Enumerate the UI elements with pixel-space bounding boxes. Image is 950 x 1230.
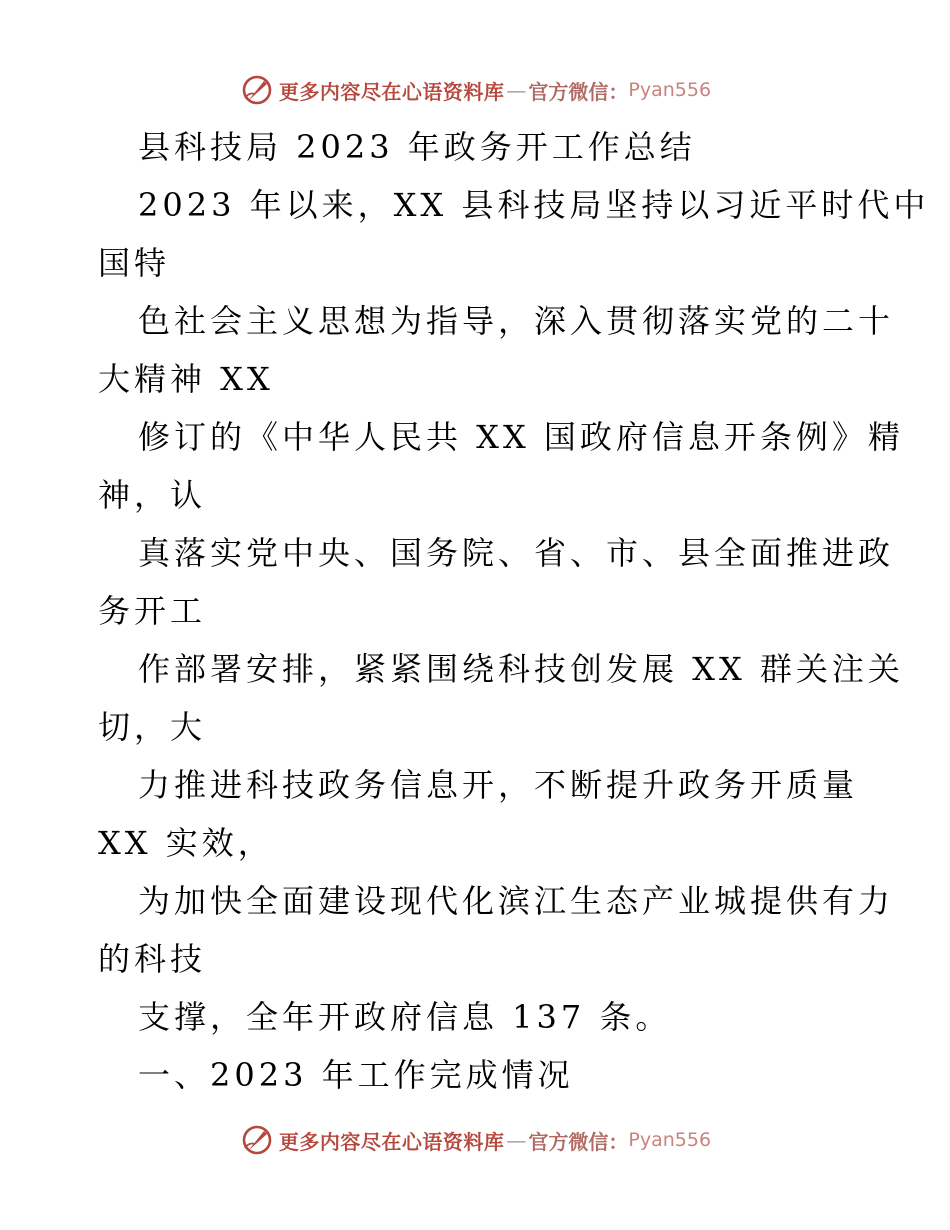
text-line: 为加快全面建设现代化滨江生态产业城提供有力 [138, 882, 895, 920]
text-line: 力推进科技政务信息开，不断提升政务开质量 [138, 766, 859, 804]
document-title: 县科技局 2023 年政务开工作总结 [138, 128, 696, 166]
text-line: 修订的《中华人民共 XX 国政府信息开条例》精 [138, 418, 904, 456]
banner-separator: — [506, 78, 527, 102]
text-line: 作部署安排，紧紧围绕科技创发展 XX 群关注关 [138, 650, 904, 688]
footer-watermark-banner [0, 1120, 950, 1160]
section-heading: 一、2023 年工作完成情况 [138, 1056, 574, 1094]
banner-wechat-id: Pyan556 [628, 79, 712, 101]
document-body [98, 118, 930, 1104]
text-line: 务开工 [98, 592, 207, 630]
banner-main-text: 更多内容尽在心语资料库 [278, 1129, 505, 1154]
text-line: 的科技 [98, 940, 207, 978]
text-line: 切，大 [98, 708, 207, 746]
banner-separator: — [506, 1128, 527, 1152]
header-watermark-banner [0, 70, 950, 110]
banner-wechat-label: 官方微信： [528, 79, 629, 104]
text-line: 色社会主义思想为指导，深入贯彻落实党的二十 [138, 302, 895, 340]
banner-wechat-label: 官方微信： [528, 1129, 629, 1154]
text-line: 真落实党中央、国务院、省、市、县全面推进政 [138, 534, 895, 572]
text-line: 支撑，全年开政府信息 137 条。 [138, 998, 672, 1036]
text-line: 神，认 [98, 476, 207, 514]
text-line: XX 实效， [98, 824, 274, 862]
text-line: 2023 年以来，XX 县科技局坚持以习近平时代中 [138, 186, 930, 224]
quill-logo-icon [239, 72, 275, 108]
text-line: 大精神 XX [98, 360, 274, 398]
quill-logo-icon [239, 1122, 275, 1158]
banner-wechat-id: Pyan556 [628, 1129, 712, 1151]
banner-main-text: 更多内容尽在心语资料库 [278, 79, 505, 104]
text-line: 国特 [98, 244, 171, 282]
